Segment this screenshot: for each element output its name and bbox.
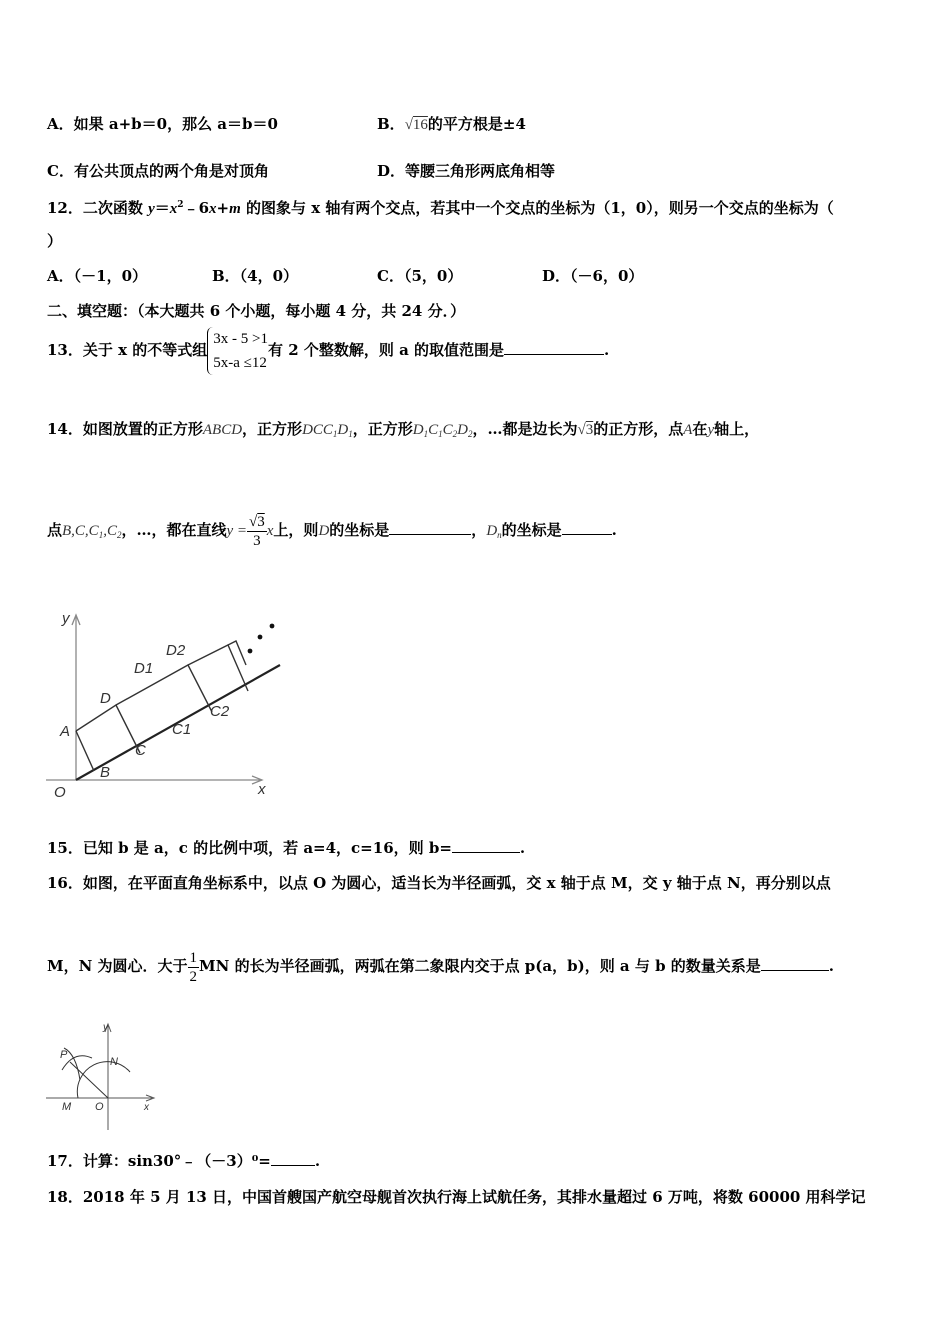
fig14-label-y: y [62,610,70,627]
q12-close-paren: ） [47,232,63,250]
fig16-label-y: y [103,1022,108,1033]
q12-option-c: C．（5，0） [377,267,463,285]
q14-frac-den: 3 [253,532,261,549]
q13-inequality-2: 5x-a ≤12 [213,355,267,371]
q11-b-radicand: 16 [412,117,428,133]
q14-answer-blank-2[interactable] [562,520,612,535]
q14-p2: ，正方形 [242,420,303,438]
fig14-square-dcc1d1 [116,665,212,712]
q14-line-fraction: $\frac{√3}{3}$ [249,513,265,549]
q12-option-b: B．（4，0） [212,267,299,285]
q12-option-a: A．（－1，0） [47,267,148,285]
q16-fraction [188,949,200,986]
q14-line-lhs: y = [226,523,248,539]
q16-frac-num: 1 [189,949,198,966]
fig14-label-d: D [100,690,111,707]
q16-answer-blank[interactable] [761,956,829,971]
q17-text: 17．计算：sin30°﹣（－3）⁰= [47,1152,271,1170]
q16-p1: M，N 为圆心．大于 [47,957,188,975]
q16-stem-line1: 16．如图，在平面直角坐标系中，以点 O 为圆心，适当长为半径画弧，交 x 轴于点 M，交 y 轴于点 N，再分别以点 [47,874,831,892]
q15-text: 15．已知 b 是 a，c 的比例中项，若 a=4，c=16，则 b= [47,839,452,857]
fig16-label-p: P [60,1049,68,1061]
q11-option-a: A．如果 a+b＝0，那么 a＝b＝0 [47,115,278,133]
q14-stem-line2: 点$B,C,C_1,C_2$，…，都在直线y = $\frac{√3}{3}$ x上，则D的坐标是 ，$D_n$的坐标是 . [47,513,617,549]
q13-answer-blank[interactable] [504,340,604,355]
fig16-label-o: O [95,1101,104,1113]
q13-prefix: 13．关于 x 的不等式组 [47,341,208,359]
q17-answer-blank[interactable] [271,1151,315,1166]
q15-answer-blank[interactable] [452,838,520,853]
q14-answer-blank-1[interactable] [389,520,471,535]
q14-frac-num: 3 [257,513,265,530]
q13-inequality-system [207,327,268,375]
q14-p5: 的正方形，点 [593,420,684,438]
q14-p9: ，…，都在直线 [121,521,227,539]
q14-line-var: x [266,523,274,539]
q11-option-c: C．有公共顶点的两个角是对顶角 [47,162,269,180]
fig16-arc-o [77,1062,130,1098]
fig14-label-o: O [54,784,66,801]
q16-frac-den: 2 [189,968,198,985]
q14-point-a: A [683,422,693,438]
q15-stem: 15．已知 b 是 a，c 的比例中项，若 a=4，c=16，则 b= . [47,839,526,857]
q12-option-d: D．（－6，0） [542,267,644,285]
section-2-heading: 二、填空题：（本大题共 6 个小题，每小题 4 分，共 24 分．） [47,302,466,320]
fig16-label-x: x [144,1102,149,1113]
fig14-label-c1: C1 [172,721,192,738]
q11-b-text: 的平方根是±4 [427,115,526,133]
q12-stem: 12．二次函数 $y=x^2﹣6x+m$ 的图象与 x 轴有两个交点，若其中一个交点的坐标为（1，0），则另一个交点的坐标为（ [47,199,834,217]
q14-p6: 在 [692,420,708,438]
q14-p1: 14．如图放置的正方形 [47,420,203,438]
fig14-square-abcd [76,705,140,753]
q16-p2: MN 的长为半径画弧，两弧在第二象限内交于点 p(a，b)，则 a 与 b 的数量关系是 [199,957,761,975]
fig14-label-c2: C2 [210,703,230,720]
q12-text-1: 12．二次函数 [47,199,149,217]
q14-p7: 轴上， [714,420,760,438]
q11-option-d: D．等腰三角形两底角相等 [377,162,556,180]
q14-p4: ，…都是边长为 [472,420,578,438]
q14-square-abcd: ABCD [202,422,243,438]
q13-stem: 13．关于 x 的不等式组 3x - 5 >1 5x-a ≤12 有 2 个整数解，则 a 的取值范围是 . [47,324,609,376]
q14-side-radicand: 3 [585,422,594,438]
q14-figure [40,605,290,805]
fig14-label-c: C [135,742,146,759]
q16-figure [40,1020,160,1135]
q13-inequality-1: 3x - 5 >1 [213,331,268,347]
q14-axis-y: y [707,422,715,438]
fig14-label-d2: D2 [166,642,186,659]
q18-stem: 18．2018 年 5 月 13 日，中国首艘国产航空母舰首次执行海上试航任务，其排水量超过 6 万吨，将数 60000 用科学记 [47,1188,866,1206]
q17-stem: 17．计算：sin30°﹣（－3）⁰= . [47,1152,321,1170]
q13-suffix: 有 2 个整数解，则 a 的取值范围是 [267,341,505,359]
fig16-label-m: M [62,1101,72,1113]
fig14-label-b: B [100,764,111,781]
q14-p12: 的坐标是 [501,521,562,539]
q14-p8: 点 [47,521,63,539]
fig16-label-n: N [110,1056,118,1068]
fig14-label-d1: D1 [134,660,154,677]
q14-p3: ，正方形 [352,420,413,438]
fig14-label-x: x [258,781,266,798]
fig14-label-a: A [60,723,71,740]
q11-b-label: B． [377,115,405,133]
q12-text-2: 的图象与 x 轴有两个交点，若其中一个交点的坐标为（1，0），则另一个交点的坐标为（ [240,199,834,217]
q11-option-b: B．√16的平方根是±4 [377,115,526,133]
q14-p10: 上，则 [273,521,319,539]
q14-stem-line1: 14．如图放置的正方形ABCD，正方形$DCC_1D_1$，正方形$D_1C_1C_2D_2$，…都是边长为√3的正方形，点A在y轴上， [47,420,760,439]
q14-point-d: D [318,523,330,539]
q16-stem-line2: M，N 为圆心．大于 $\frac{1}{2}$ MN 的长为半径画弧，两弧在第二象限内交于点 p(a，b)，则 a 与 b 的数量关系是 . [47,949,835,985]
q14-p11: 的坐标是 [329,521,390,539]
